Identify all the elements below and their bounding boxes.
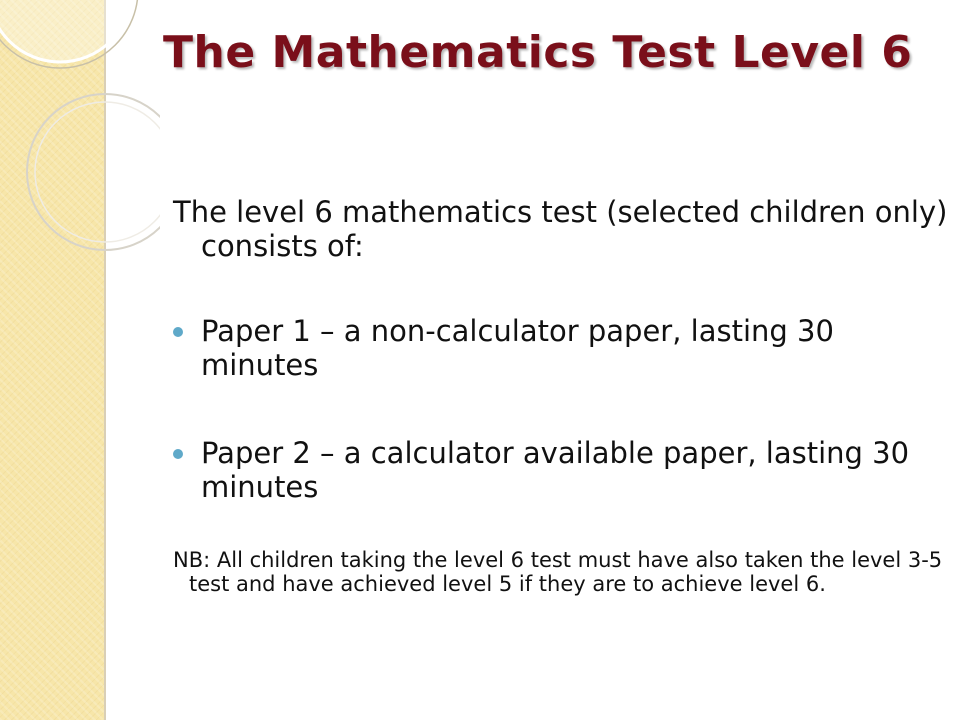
bullet-item-paper-1 — [173, 314, 933, 382]
note-paragraph: NB: All children taking the level 6 test must have also taken the level 3-5 test and have achieved level 5 if they are to achieve level 6. — [173, 548, 943, 596]
bullet-text: Paper 1 – a non-calculator paper, lasting 30 minutes — [201, 314, 834, 382]
bullet-dot-icon — [173, 449, 183, 459]
bullet-text: Paper 2 – a calculator available paper, lasting 30 minutes — [201, 436, 910, 504]
bullet-item-paper-2 — [173, 436, 933, 504]
intro-paragraph: The level 6 mathematics test (selected children only) consists of: — [173, 195, 948, 263]
bullet-dot-icon — [173, 327, 183, 337]
decorative-circles — [0, 0, 160, 260]
slide-title: The Mathematics Test Level 6 — [163, 27, 913, 78]
